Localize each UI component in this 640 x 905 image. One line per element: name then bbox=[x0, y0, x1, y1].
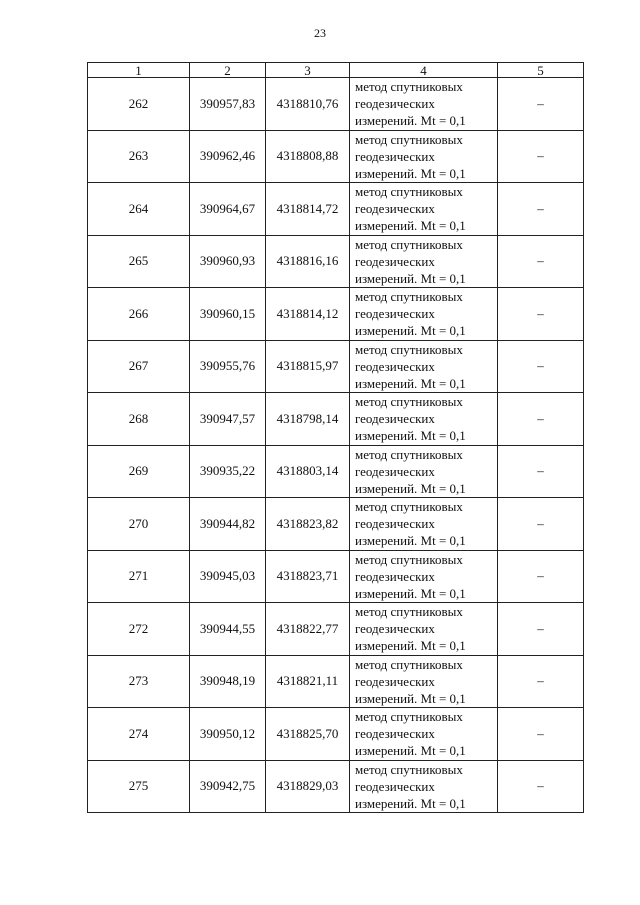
method-line: геодезических bbox=[355, 96, 435, 111]
method-cell bbox=[350, 78, 498, 131]
column-header-4: 4 bbox=[350, 63, 498, 78]
method-cell bbox=[350, 603, 498, 656]
y-coordinate-cell: 4318823,71 bbox=[266, 550, 350, 603]
note-cell: – bbox=[498, 393, 584, 446]
method-line: геодезических bbox=[355, 568, 435, 584]
method-line: геодезических bbox=[355, 621, 435, 636]
x-coordinate-cell: 390962,46 bbox=[190, 130, 266, 183]
note-cell: – bbox=[498, 498, 584, 551]
method-line: метод спутниковых bbox=[355, 499, 463, 514]
point-number-cell: 273 bbox=[88, 655, 190, 708]
method-line: метод спутниковых bbox=[355, 551, 463, 567]
point-number-cell: 270 bbox=[88, 498, 190, 551]
x-coordinate-cell: 390960,93 bbox=[190, 235, 266, 288]
method-cell bbox=[350, 288, 498, 341]
method-line: геодезических bbox=[355, 253, 435, 269]
method-line: метод спутниковых bbox=[355, 289, 463, 304]
point-number-cell: 264 bbox=[88, 183, 190, 236]
method-cell bbox=[350, 130, 498, 183]
y-coordinate-cell: 4318814,12 bbox=[266, 288, 350, 341]
point-number-cell: 265 bbox=[88, 235, 190, 288]
table-row bbox=[88, 340, 584, 393]
y-coordinate-cell: 4318823,82 bbox=[266, 498, 350, 551]
method-line: измерений. Mt = 0,1 bbox=[355, 113, 466, 128]
method-line: геодезических bbox=[355, 778, 435, 794]
y-coordinate-cell: 4318825,70 bbox=[266, 708, 350, 761]
method-cell bbox=[350, 183, 498, 236]
y-coordinate-cell: 4318821,11 bbox=[266, 655, 350, 708]
column-header-3: 3 bbox=[266, 63, 350, 78]
note-cell: – bbox=[498, 760, 584, 813]
method-line: измерений. Mt = 0,1 bbox=[355, 795, 466, 811]
table-row bbox=[88, 498, 584, 551]
method-line: метод спутниковых bbox=[355, 446, 463, 462]
x-coordinate-cell: 390947,57 bbox=[190, 393, 266, 446]
method-line: геодезических bbox=[355, 673, 435, 689]
column-header-5: 5 bbox=[498, 63, 584, 78]
method-line: геодезических bbox=[355, 411, 435, 426]
method-cell bbox=[350, 235, 498, 288]
table-row bbox=[88, 708, 584, 761]
method-line: геодезических bbox=[355, 516, 435, 531]
y-coordinate-cell: 4318803,14 bbox=[266, 445, 350, 498]
note-cell: – bbox=[498, 183, 584, 236]
x-coordinate-cell: 390944,55 bbox=[190, 603, 266, 656]
method-line: измерений. Mt = 0,1 bbox=[355, 165, 466, 181]
x-coordinate-cell: 390957,83 bbox=[190, 78, 266, 131]
method-line: измерений. Mt = 0,1 bbox=[355, 323, 466, 338]
point-number-cell: 262 bbox=[88, 78, 190, 131]
table-row bbox=[88, 603, 584, 656]
table-header-row bbox=[88, 63, 584, 78]
table-row bbox=[88, 445, 584, 498]
method-line: измерений. Mt = 0,1 bbox=[355, 428, 466, 443]
x-coordinate-cell: 390948,19 bbox=[190, 655, 266, 708]
note-cell: – bbox=[498, 340, 584, 393]
coordinates-table bbox=[87, 62, 584, 813]
y-coordinate-cell: 4318798,14 bbox=[266, 393, 350, 446]
note-cell: – bbox=[498, 235, 584, 288]
method-line: измерений. Mt = 0,1 bbox=[355, 585, 466, 601]
point-number-cell: 268 bbox=[88, 393, 190, 446]
method-line: измерений. Mt = 0,1 bbox=[355, 218, 466, 233]
method-line: геодезических bbox=[355, 148, 435, 164]
note-cell: – bbox=[498, 288, 584, 341]
method-cell bbox=[350, 340, 498, 393]
note-cell: – bbox=[498, 130, 584, 183]
note-cell: – bbox=[498, 78, 584, 131]
method-line: метод спутниковых bbox=[355, 236, 463, 252]
column-header-2: 2 bbox=[190, 63, 266, 78]
method-line: метод спутниковых bbox=[355, 656, 463, 672]
method-cell bbox=[350, 655, 498, 708]
y-coordinate-cell: 4318822,77 bbox=[266, 603, 350, 656]
x-coordinate-cell: 390960,15 bbox=[190, 288, 266, 341]
method-line: геодезических bbox=[355, 358, 435, 374]
point-number-cell: 274 bbox=[88, 708, 190, 761]
method-line: метод спутниковых bbox=[355, 131, 463, 147]
table-row bbox=[88, 393, 584, 446]
method-line: геодезических bbox=[355, 306, 435, 321]
point-number-cell: 269 bbox=[88, 445, 190, 498]
method-line: метод спутниковых bbox=[355, 709, 463, 724]
y-coordinate-cell: 4318810,76 bbox=[266, 78, 350, 131]
x-coordinate-cell: 390942,75 bbox=[190, 760, 266, 813]
column-header-1: 1 bbox=[88, 63, 190, 78]
x-coordinate-cell: 390944,82 bbox=[190, 498, 266, 551]
point-number-cell: 267 bbox=[88, 340, 190, 393]
note-cell: – bbox=[498, 603, 584, 656]
table-row bbox=[88, 235, 584, 288]
method-cell bbox=[350, 445, 498, 498]
table-row bbox=[88, 760, 584, 813]
x-coordinate-cell: 390935,22 bbox=[190, 445, 266, 498]
method-line: измерений. Mt = 0,1 bbox=[355, 375, 466, 391]
note-cell: – bbox=[498, 655, 584, 708]
table-row bbox=[88, 288, 584, 341]
note-cell: – bbox=[498, 708, 584, 761]
point-number-cell: 272 bbox=[88, 603, 190, 656]
method-line: метод спутниковых bbox=[355, 341, 463, 357]
y-coordinate-cell: 4318829,03 bbox=[266, 760, 350, 813]
x-coordinate-cell: 390950,12 bbox=[190, 708, 266, 761]
note-cell: – bbox=[498, 445, 584, 498]
method-line: измерений. Mt = 0,1 bbox=[355, 270, 466, 286]
point-number-cell: 275 bbox=[88, 760, 190, 813]
method-cell bbox=[350, 498, 498, 551]
method-line: метод спутниковых bbox=[355, 604, 463, 619]
method-line: метод спутниковых bbox=[355, 761, 463, 777]
method-cell bbox=[350, 550, 498, 603]
table-body bbox=[88, 78, 584, 813]
y-coordinate-cell: 4318815,97 bbox=[266, 340, 350, 393]
table-row bbox=[88, 130, 584, 183]
point-number-cell: 263 bbox=[88, 130, 190, 183]
page-number: 23 bbox=[314, 26, 326, 40]
y-coordinate-cell: 4318808,88 bbox=[266, 130, 350, 183]
table-row bbox=[88, 183, 584, 236]
table-row bbox=[88, 550, 584, 603]
y-coordinate-cell: 4318814,72 bbox=[266, 183, 350, 236]
point-number-cell: 266 bbox=[88, 288, 190, 341]
method-line: геодезических bbox=[355, 726, 435, 741]
x-coordinate-cell: 390945,03 bbox=[190, 550, 266, 603]
method-line: измерений. Mt = 0,1 bbox=[355, 690, 466, 706]
table-row bbox=[88, 655, 584, 708]
table-row bbox=[88, 78, 584, 131]
method-line: геодезических bbox=[355, 463, 435, 479]
method-cell bbox=[350, 708, 498, 761]
method-line: метод спутниковых bbox=[355, 79, 463, 94]
method-line: геодезических bbox=[355, 201, 435, 216]
method-line: измерений. Mt = 0,1 bbox=[355, 638, 466, 653]
point-number-cell: 271 bbox=[88, 550, 190, 603]
method-cell bbox=[350, 393, 498, 446]
x-coordinate-cell: 390964,67 bbox=[190, 183, 266, 236]
method-line: метод спутниковых bbox=[355, 394, 463, 409]
y-coordinate-cell: 4318816,16 bbox=[266, 235, 350, 288]
method-line: измерений. Mt = 0,1 bbox=[355, 480, 466, 496]
x-coordinate-cell: 390955,76 bbox=[190, 340, 266, 393]
method-cell bbox=[350, 760, 498, 813]
method-line: измерений. Mt = 0,1 bbox=[355, 743, 466, 758]
method-line: метод спутниковых bbox=[355, 184, 463, 199]
note-cell: – bbox=[498, 550, 584, 603]
method-line: измерений. Mt = 0,1 bbox=[355, 533, 466, 548]
